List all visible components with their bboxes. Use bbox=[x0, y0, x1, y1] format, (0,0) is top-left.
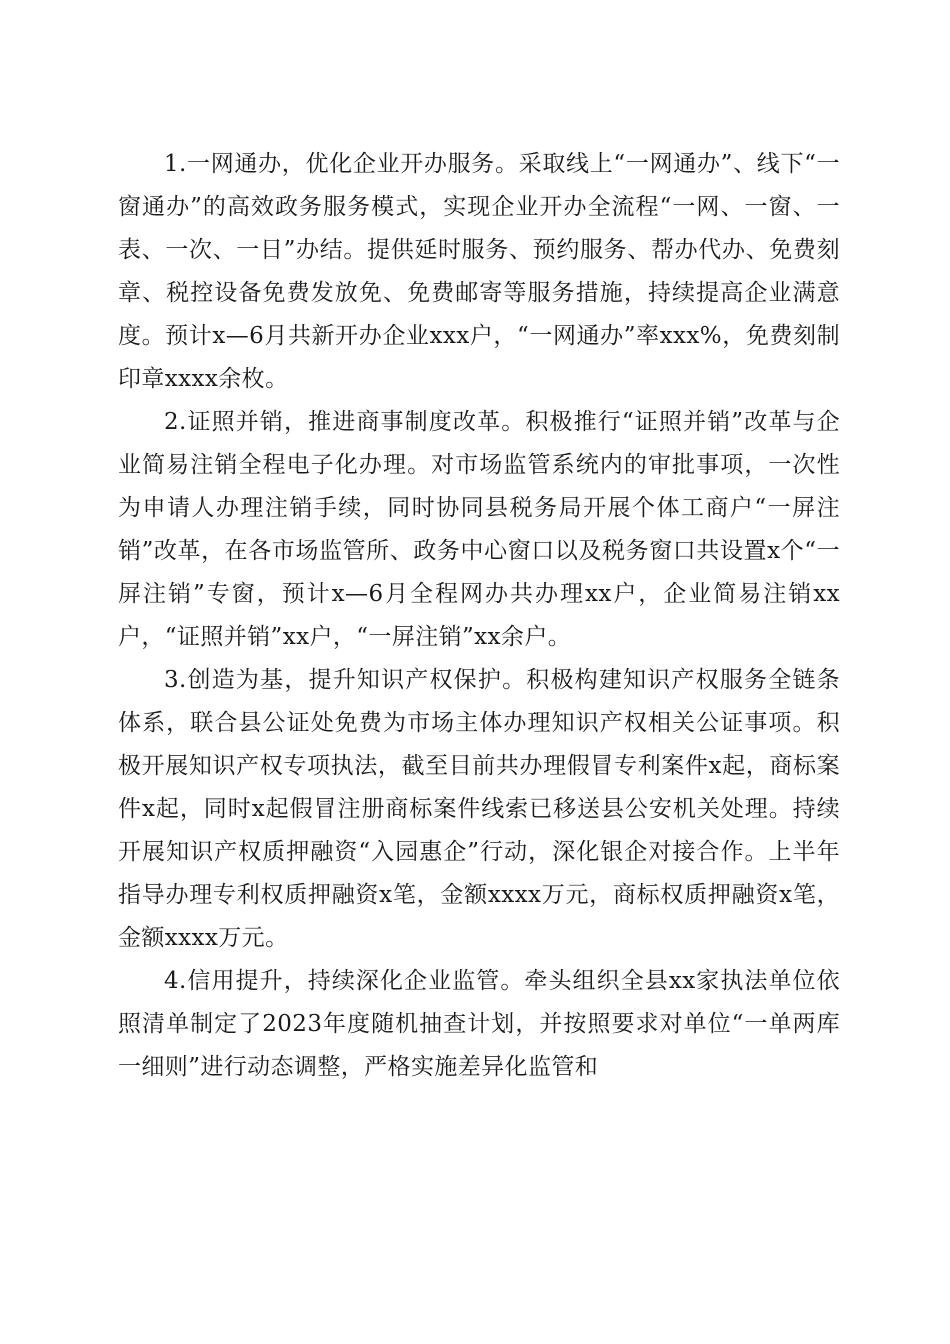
paragraph-2: 2.证照并销，推进商事制度改革。积极推行“证照并销”改革与企业简易注销全程电子化办理。对市场监管系统内的审批事项，一次性为申请人办理注销手续，同时协同县税务局开展个体工商户“一屏注销”改革，在各市场监管所、政务中心窗口以及税务窗口共设置x个“一屏注销”专窗，预计x—6月全程网办共办理xx户，企业简易注销xx户，“证照并销”xx户，“一屏注销”xx余户。 bbox=[118, 409, 840, 650]
paragraph-1: 1.一网通办，优化企业开办服务。采取线上“一网通办”、线下“一窗通办”的高效政务服务模式，实现企业开办全流程“一网、一窗、一表、一次、一日”办结。提供延时服务、预约服务、帮办代办、免费刻章、税控设备免费发放免、免费邮寄等服务措施，持续提高企业满意度。预计x—6月共新开办企业xxx户，“一网通办”率xxx%，免费刻制印章xxxx余枚。 bbox=[118, 151, 840, 392]
document-body bbox=[118, 143, 840, 1089]
paragraph-4: 4.信用提升，持续深化企业监管。牵头组织全县xx家执法单位依照清单制定了2023年度随机抽查计划，并按照要求对单位“一单两库一细则”进行动态调整，严格实施差异化监管和 bbox=[118, 968, 840, 1080]
paragraph-3: 3.创造为基，提升知识产权保护。积极构建知识产权服务全链条体系，联合县公证处免费为市场主体办理知识产权相关公证事项。积极开展知识产权专项执法，截至目前共办理假冒专利案件x起，商标案件x起，同时x起假冒注册商标案件线索已移送县公安机关处理。持续开展知识产权质押融资“入园惠企”行动，深化银企对接合作。上半年指导办理专利权质押融资x笔，金额xxxx万元，商标权质押融资x笔，金额xxxx万元。 bbox=[118, 667, 840, 951]
